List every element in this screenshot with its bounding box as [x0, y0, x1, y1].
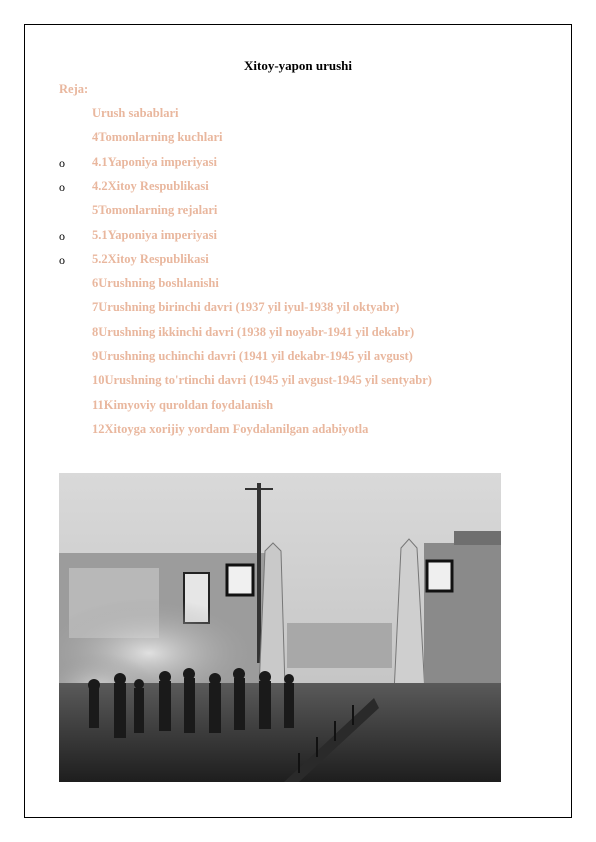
toc-item: 10Urushning to'rtinchi davri (1945 yil avgust-1945 yil sentyabr) — [92, 373, 432, 387]
toc-bullet: o — [59, 229, 65, 243]
toc-item: 11Kimyoviy quroldan foydalanish — [92, 398, 274, 412]
toc-bullet: o — [59, 156, 65, 170]
war-photo-image — [59, 473, 501, 782]
toc-item: 6Urushning boshlanishi — [92, 276, 219, 290]
toc-item: 9Urushning uchinchi davri (1941 yil dekabr-1945 yil avgust) — [92, 349, 413, 363]
toc-item: 5.2Xitoy Respublikasi — [92, 252, 209, 266]
toc-item: 7Urushning birinchi davri (1937 yil iyul-1938 yil oktyabr) — [92, 300, 400, 314]
toc-item: Urush sabablari — [92, 106, 179, 120]
war-photo — [59, 473, 501, 782]
toc-item: 8Urushning ikkinchi davri (1938 yil noyabr-1941 yil dekabr) — [92, 325, 415, 339]
document-title: Xitoy-yapon urushi — [244, 58, 352, 73]
toc-item: 4.1Yaponiya imperiyasi — [92, 155, 218, 169]
toc-item: 4.2Xitoy Respublikasi — [92, 179, 209, 193]
toc-item: 5Tomonlarning rejalari — [92, 203, 218, 217]
plan-label: Reja: — [59, 82, 89, 96]
toc-item: 12Xitoyga xorijiy yordam Foydalanilgan adabiyotla — [92, 422, 369, 436]
toc-bullet: o — [59, 180, 65, 194]
toc-bullet: o — [59, 253, 65, 267]
toc-item: 4Tomonlarning kuchlari — [92, 130, 223, 144]
toc-item: 5.1Yaponiya imperiyasi — [92, 228, 218, 242]
